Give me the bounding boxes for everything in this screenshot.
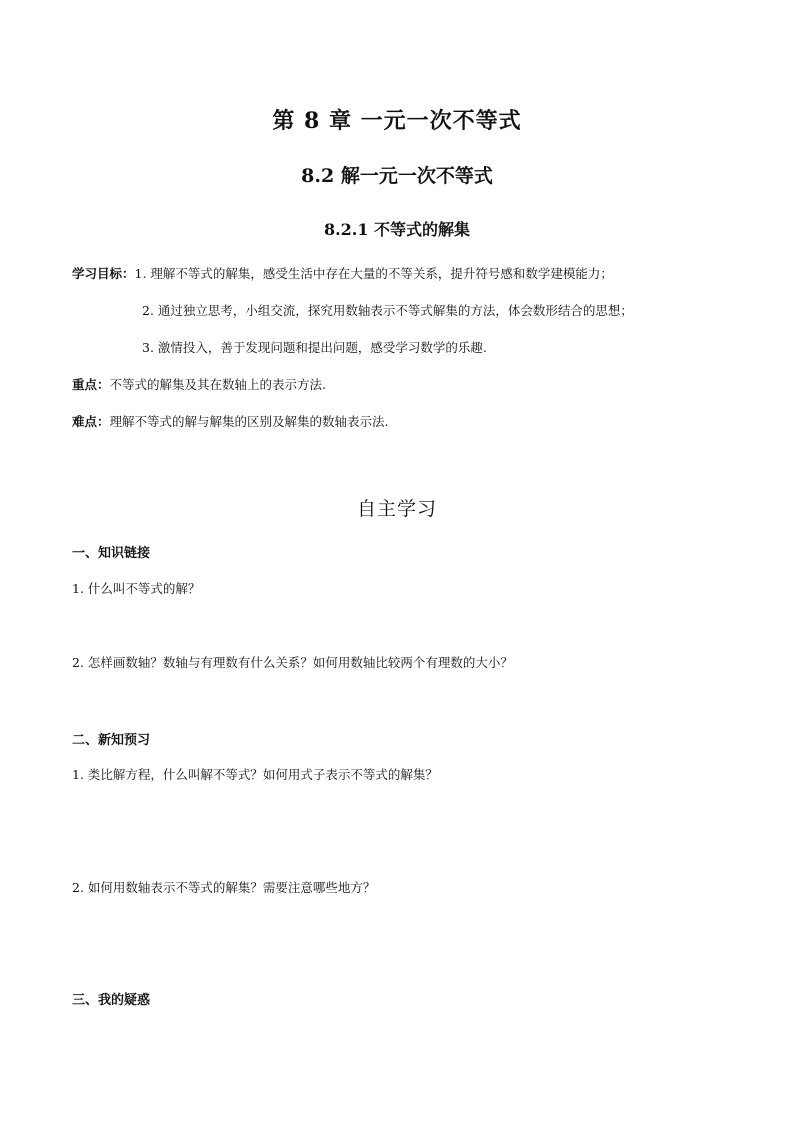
key-point-line [72,376,326,394]
question-item: 1. 什么叫不等式的解？ [72,581,201,596]
question-item: 2. 怎样画数轴？数轴与有理数有什么关系？如何用数轴比较两个有理数的大小？ [72,655,513,670]
learning-objectives-line [72,265,613,283]
question-item: 1. 类比解方程，什么叫解不等式？如何用式子表示不等式的解集？ [72,767,438,782]
self-study-title: 自主学习 [356,498,437,520]
objective-item: 2. 通过独立思考，小组交流，探究用数轴表示不等式解集的方法，体会数形结合的思想； [142,303,633,318]
difficult-point-line [72,413,389,431]
objective-item: 1. 理解不等式的解集，感受生活中存在大量的不等关系，提升符号感和数学建模能力； [134,266,613,281]
difficult-point-text: 理解不等式的解与解集的区别及解集的数轴表示法. [109,414,389,429]
part-heading-new-preview: 二、新知预习 [72,733,151,748]
question-item: 2. 如何用数轴表示不等式的解集？需要注意哪些地方？ [72,880,376,895]
key-point-label: 重点： [72,377,110,392]
objective-item: 3. 激情投入，善于发现问题和提出问题，感受学习数学的乐趣. [142,340,487,355]
part-heading-my-doubts: 三、我的疑惑 [72,993,151,1008]
section-title: 8.2 解一元一次不等式 [301,165,493,187]
difficult-point-label: 难点： [72,414,110,429]
chapter-title: 第 8 章 一元一次不等式 [272,108,522,134]
part-heading-knowledge-link: 一、知识链接 [72,546,151,561]
key-point-text: 不等式的解集及其在数轴上的表示方法. [109,377,326,392]
subsection-title: 8.2.1 不等式的解集 [323,220,471,239]
learning-objectives-label: 学习目标： [72,266,135,281]
